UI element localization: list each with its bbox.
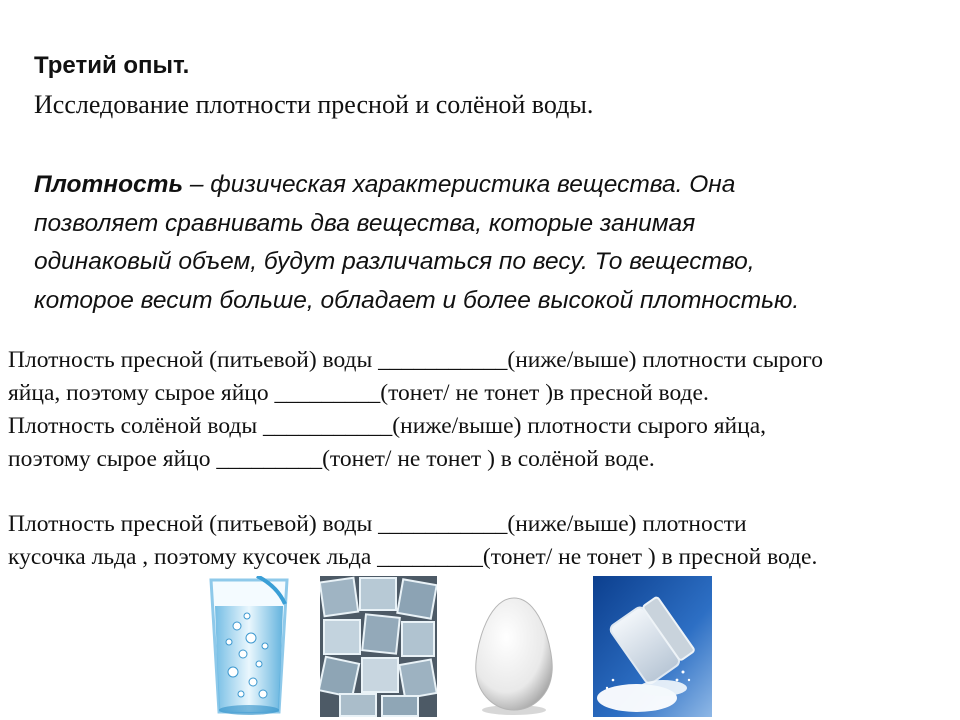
egg-icon — [470, 576, 558, 717]
definition-line: позволяет сравнивать два вещества, которые занимая — [34, 209, 696, 237]
density-definition — [34, 166, 914, 320]
ice-cubes-image — [320, 576, 437, 717]
task-line: поэтому сырое яйцо _________(тонет/ не тонет ) в солёной воде. — [8, 446, 655, 472]
task-line: яйца, поэтому сырое яйцо _________(тонет/ не тонет )в пресной воде. — [8, 380, 709, 406]
definition-line: которое весит больше, обладает и более высокой плотностью. — [34, 286, 800, 314]
page-title: Третий опыт. — [34, 52, 190, 79]
salt-shaker-icon — [593, 576, 712, 717]
task-line: Плотность пресной (питьевой) воды ___________(ниже/выше) плотности — [8, 511, 747, 537]
water-glass-image — [207, 576, 291, 717]
fill-in-tasks — [8, 344, 958, 574]
page-subtitle: Исследование плотности пресной и солёной воды. — [34, 90, 594, 119]
salt-shaker-image — [593, 576, 712, 717]
definition-line: – физическая характеристика вещества. Она — [183, 171, 736, 198]
water-glass-icon — [207, 576, 291, 717]
definition-term: Плотность — [34, 171, 184, 198]
task-line: Плотность солёной воды ___________(ниже/выше) плотности сырого яйца, — [8, 413, 767, 439]
task-line: Плотность пресной (питьевой) воды ___________(ниже/выше) плотности сырого — [8, 347, 823, 373]
egg-image — [470, 576, 558, 717]
task-line: кусочка льда , поэтому кусочек льда _________(тонет/ не тонет ) в пресной воде. — [8, 544, 818, 570]
ice-cubes-icon — [320, 576, 437, 717]
definition-line: одинаковый объем, будут различаться по весу. То вещество, — [34, 248, 755, 275]
